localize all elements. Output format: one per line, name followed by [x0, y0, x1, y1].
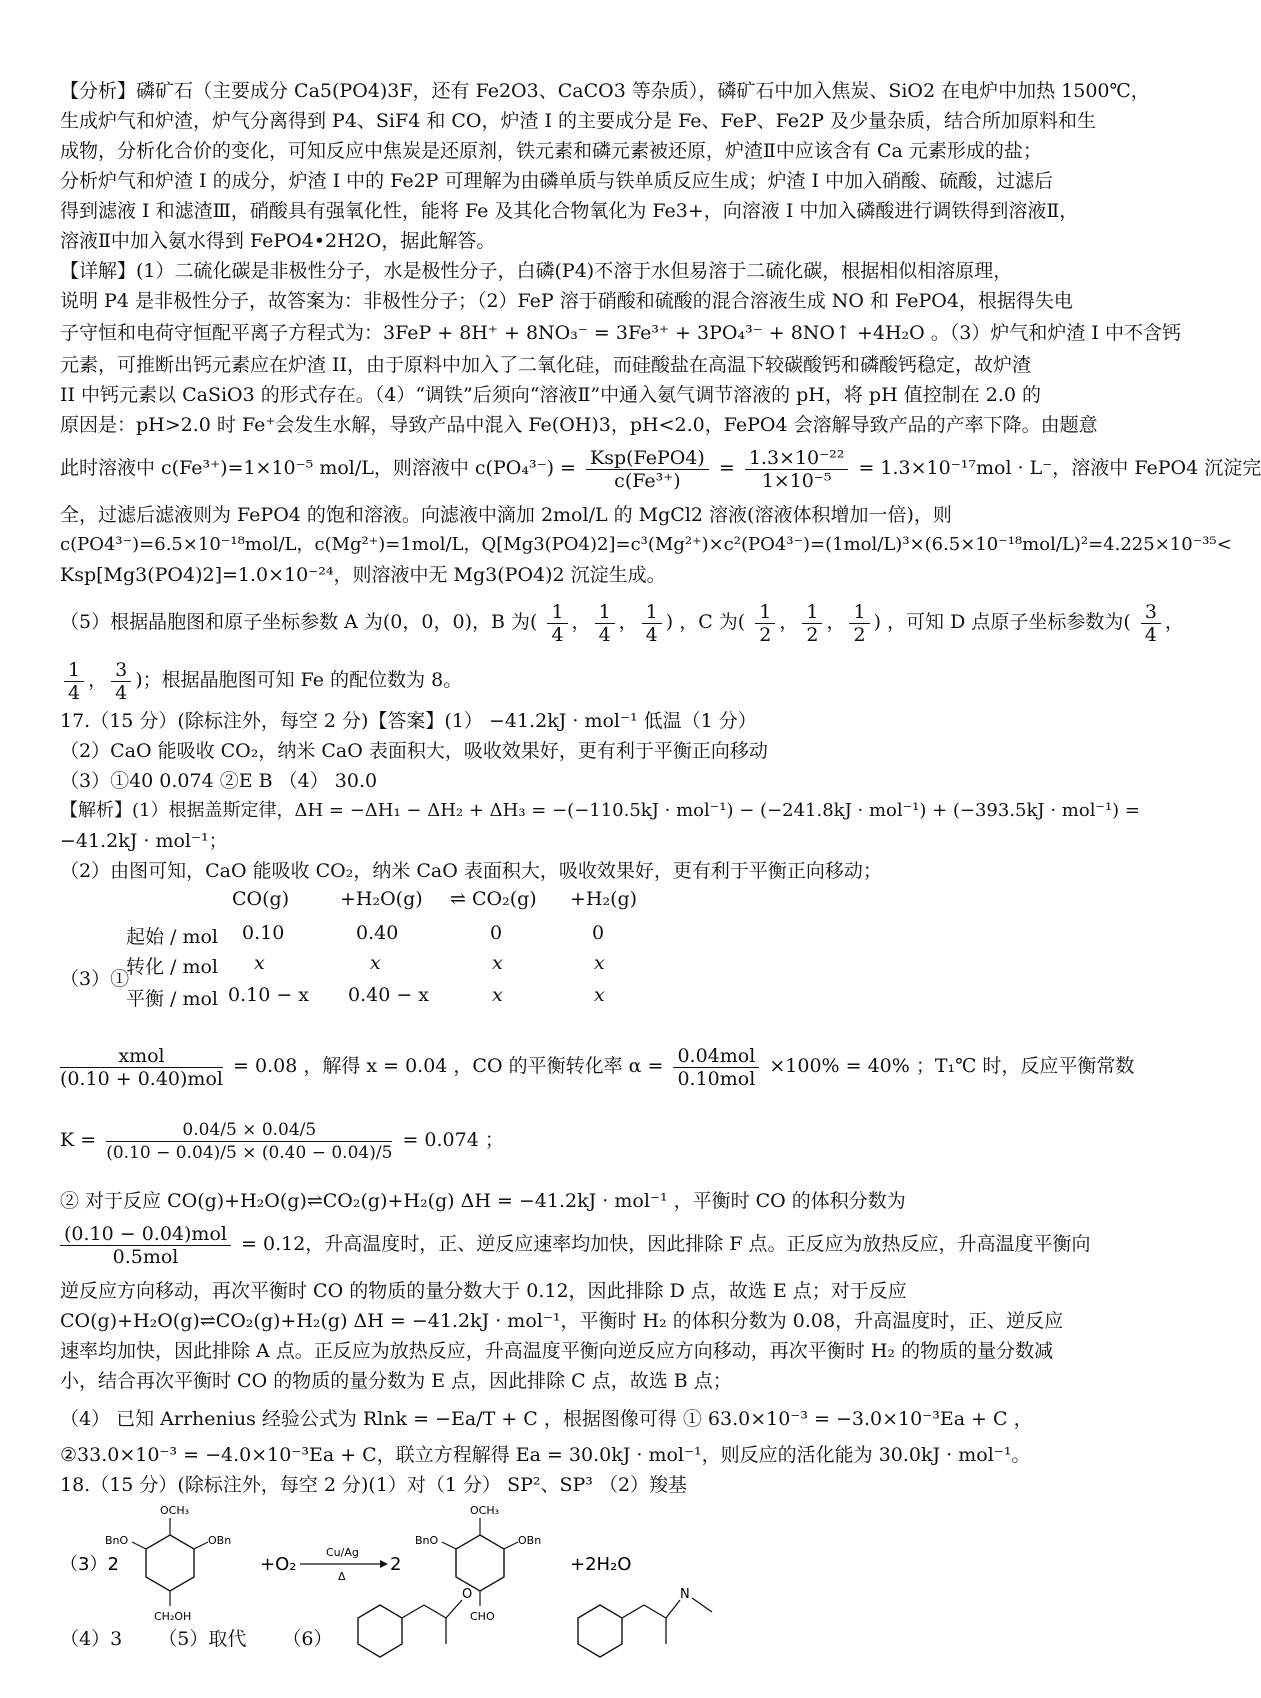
conversion-text-2: ×100% = 40% ；T₁℃ 时，反应平衡常数	[769, 1055, 1135, 1077]
product-right-label: OBn	[518, 1534, 542, 1547]
part2-line-5: 速率均加快，因此排除 A 点。正反应为放热反应，升高温度平衡向逆反应方向移动，再次平衡时 H₂ 的物质的量分数减	[60, 1340, 1054, 1362]
reactant-left-label: BnO	[105, 1534, 129, 1547]
analysis-line-1: 【分析】磷矿石（主要成分 Ca5(PO4)3F，还有 Fe2O3、CaCO3 等杂质），磷矿石中加入焦炭、SiO2 在电炉中加热 1500℃，	[60, 80, 1150, 102]
alpha-denominator: 0.10mol	[677, 1067, 756, 1090]
part2-text: = 0.12，升高温度时，正、逆反应速率均加快，因此排除 F 点。正反应为放热反应，升高温度平衡向	[241, 1233, 1091, 1255]
ice-cell: 0.40 − x	[348, 984, 430, 1006]
ksp-value-denominator: 1×10⁻⁵	[761, 469, 832, 492]
q17-answer: 17.（15 分）(除标注外，每空 2 分)【答案】(1） −41.2kJ · mol⁻¹ 低温（1 分）	[60, 710, 757, 732]
part2-line-3: 逆反应方向移动，再次平衡时 CO 的物质的量分数大于 0.12，因此排除 D 点，故选 E 点；对于反应	[60, 1280, 907, 1302]
coord-b-fraction: $\frac{1}{4}$	[595, 601, 615, 646]
reaction-label: （3）2	[60, 1554, 119, 1575]
frac-num: 3	[1141, 601, 1161, 624]
coord-d-fraction	[111, 659, 131, 704]
ice-row-name: 平衡 / mol	[126, 988, 219, 1010]
ice-cell: x	[594, 952, 605, 974]
frac-num: 1	[547, 601, 567, 624]
ksp-equation-line: 此时溶液中 c(Fe³⁺)=1×10⁻⁵ mol/L，则溶液中 c(PO₄³⁻) = $\frac{\text{Ksp(FePO4)}}{\text{c(Fe³⁺)}}$ = $\frac{\text{1.3×10⁻²²}}{\text{1×10⁻⁵}}$ = 1.3×10⁻¹⁷mol · L⁻，溶液中 FePO4 沉淀完	[60, 446, 1261, 492]
water-product: +2H₂O	[570, 1554, 632, 1575]
detail-line-2: 说明 P4 是非极性分子，故答案为：非极性分子；（2）FeP 溶于硝酸和硫酸的混合溶液生成 NO 和 FePO4，根据得失电	[60, 290, 1073, 312]
ksp-fraction-denominator: c(Fe³⁺)	[614, 469, 681, 492]
coord-mid: ，C 为(	[679, 611, 746, 633]
ice-cell: 0.40	[356, 922, 399, 944]
analysis-line-3: 成物，分析化合价的变化，可知反应中焦炭是还原剂，铁元素和磷元素被还原，炉渣Ⅱ中应该含有 Ca 元素形成的盐；	[60, 140, 1042, 162]
frac-num: 1	[64, 659, 84, 682]
detail2-line-2: c(PO4³⁻)=6.5×10⁻¹⁸mol/L，c(Mg²⁺)=1mol/L，Q[Mg3(PO4)2]=c³(Mg²⁺)×c²(PO4³⁻)=(1mol/L)³×(6.5×10⁻¹⁸mol/L)²=4.225×10⁻³⁵<	[60, 534, 1232, 555]
co-fraction	[60, 1223, 231, 1268]
q18-part4	[60, 1624, 360, 1654]
frac-den: 4	[68, 681, 81, 704]
q18-part4-answer: （4）3	[60, 1628, 123, 1650]
k-value: = 0.074 ；	[402, 1129, 504, 1151]
ice-cell: x	[594, 984, 605, 1006]
ice-header: +H₂(g)	[570, 888, 638, 910]
detail-line-5: II 中钙元素以 CaSiO3 的形式存在。（4）“调铁”后须向“溶液Ⅱ”中通入氨气调节溶液的 pH，将 pH 值控制在 2.0 的	[60, 384, 1041, 406]
product-left-label: BnO	[415, 1534, 439, 1547]
oxygen-reagent: +O₂	[260, 1554, 297, 1575]
coord-d-fraction	[1141, 601, 1161, 646]
detail-line-1: 【详解】(1）二硫化碳是非极性分子，水是极性分子，白磷(P4)不溶于水但易溶于二硫化碳，根据相似相溶原理，	[60, 260, 1013, 282]
q18-answer: 18.（15 分）(除标注外，每空 2 分)(1）对（1 分） SP²、SP³ （2）羧基	[60, 1474, 688, 1496]
heat-label: Δ	[338, 1570, 346, 1583]
conversion-line	[60, 1036, 1160, 1096]
arrhenius-line-1: （4） 已知 Arrhenius 经验公式为 Rlnk = −Ea/T + C ，根据图像可得 ① 63.0×10⁻³ = −3.0×10⁻³Ea + C ，	[60, 1408, 1033, 1430]
coord-c-fraction: $\frac{1}{2}$	[802, 601, 822, 646]
frac-num: 1	[755, 601, 775, 624]
coord-d-fraction	[64, 659, 84, 704]
frac-den: 4	[1144, 623, 1157, 646]
k-denominator: (0.10 − 0.04)/5 × (0.40 − 0.04)/5	[106, 1142, 393, 1163]
ksp-value-numerator: 1.3×10⁻²²	[745, 447, 849, 470]
part2-line-4: CO(g)+H₂O(g)⇌CO₂(g)+H₂(g) ΔH = −41.2kJ · mol⁻¹，平衡时 H₂ 的体积分数为 0.08，升高温度时，正、逆反应	[60, 1310, 1064, 1332]
ksp-fraction	[586, 447, 709, 492]
catalyst-label: Cu/Ag	[326, 1546, 359, 1559]
coord-end: ；根据晶胞图可知 Fe 的配位数为 8。	[142, 669, 463, 691]
q18-part5-answer: （5）取代	[158, 1628, 247, 1650]
coordinate-line-2: $\frac{1}{4}$ ， $\frac{3}{4}$ )；根据晶胞图可知 Fe 的配位数为 8。	[60, 652, 1160, 708]
reactant-bottom-label: CH₂OH	[154, 1610, 192, 1623]
reactant-methoxy-label: OCH₃	[160, 1504, 190, 1517]
detail2-line-3: Ksp[Mg3(PO4)2]=1.0×10⁻²⁴，则溶液中无 Mg3(PO4)2 沉淀生成。	[60, 564, 666, 586]
product-methoxy-label: OCH₃	[470, 1504, 500, 1517]
ksp-pre: 此时溶液中 c(Fe³⁺)=1×10⁻⁵ mol/L，则溶液中 c(PO₄³⁻) =	[60, 457, 576, 479]
part2-line-1: ② 对于反应 CO(g)+H₂O(g)⇌CO₂(g)+H₂(g) ΔH = −41.2kJ · mol⁻¹ ，平衡时 CO 的体积分数为	[60, 1190, 906, 1212]
mole-fraction-numerator: xmol	[60, 1045, 223, 1068]
analysis-line-5: 得到滤液 I 和滤渣Ⅲ，硝酸具有强氧化性，能将 Fe 及其化合物氧化为 Fe3+，向溶液 I 中加入磷酸进行调铁得到溶液Ⅱ，	[60, 200, 1079, 222]
ice-header: ⇌ CO₂(g)	[450, 888, 537, 910]
alpha-fraction	[673, 1045, 759, 1090]
ice-table	[60, 888, 1160, 1038]
frac-num: 3	[111, 659, 131, 682]
ice-cell: 0.10	[242, 922, 285, 944]
mole-fraction-denominator: (0.10 + 0.40)mol	[60, 1067, 223, 1090]
co-fraction-numerator: (0.10 − 0.04)mol	[60, 1223, 231, 1246]
detail2-line-1: 全，过滤后滤液则为 FePO4 的饱和溶液。向滤液中滴加 2mol/L 的 MgCl2 溶液(溶液体积增加一倍)，则	[60, 504, 952, 526]
q17-line-5: −41.2kJ · mol⁻¹；	[60, 830, 228, 852]
reactant-right-label: OBn	[208, 1534, 232, 1547]
coord-b-fraction: $\frac{1}{4}$	[642, 601, 662, 646]
ksp-post: = 1.3×10⁻¹⁷mol · L⁻，溶液中 FePO4 沉淀完	[858, 457, 1261, 479]
ksp-fraction-numerator: Ksp(FePO4)	[586, 447, 709, 470]
coord-c-fraction	[755, 601, 775, 646]
k-label: K =	[60, 1129, 97, 1151]
analysis-line-6: 溶液Ⅱ中加入氨水得到 FePO4•2H2O，据此解答。	[60, 230, 496, 252]
part6-structures	[350, 1560, 770, 1680]
detail-line-6: 原因是：pH>2.0 时 Fe⁺会发生水解，导致产品中混入 Fe(OH)3，pH<2.0，FePO4 会溶解导致产品的产率下降。由题意	[60, 414, 1098, 436]
ice-header: CO(g)	[232, 888, 290, 910]
ice-cell: x	[492, 952, 503, 974]
arrhenius-line-2: ②33.0×10⁻³ = −4.0×10⁻³Ea + C，联立方程解得 Ea = 30.0kJ · mol⁻¹，则反应的活化能为 30.0kJ · mol⁻¹。	[60, 1444, 1031, 1466]
ice-cell: 0.10 − x	[228, 984, 310, 1006]
q17-line-2: （2）CaO 能吸收 CO₂，纳米 CaO 表面积大，吸收效果好，更有利于平衡正向移动	[60, 740, 768, 762]
ice-cell: 0	[490, 922, 503, 944]
coord-c-fraction: $\frac{1}{2}$	[849, 601, 869, 646]
part2-line-6: 小，结合再次平衡时 CO 的物质的量分数为 E 点，因此排除 C 点，故选 B 点；	[60, 1370, 732, 1392]
q17-line-4: 【解析】(1）根据盖斯定律，ΔH = −ΔH₁ − ΔH₂ + ΔH₃ = −(−110.5kJ · mol⁻¹) − (−241.8kJ · mol⁻¹) + (−393.5kJ · mol⁻¹) =	[60, 800, 1140, 821]
q17-line-6: （2）由图可知，CaO 能吸收 CO₂，纳米 CaO 表面积大，吸收效果好，更有利于平衡正向移动；	[60, 860, 882, 882]
analysis-line-4: 分析炉气和炉渣 I 的成分，炉渣 I 中的 Fe2P 可理解为由磷单质与铁单质反应生成；炉渣 I 中加入硝酸、硫酸，过滤后	[60, 170, 1054, 192]
q18-part6-label: （6）	[282, 1628, 333, 1650]
ice-cell: x	[370, 952, 381, 974]
ice-header: +H₂O(g)	[340, 888, 423, 910]
detail-line-3: 子守恒和电荷守恒配平离子方程式为：3FeP + 8H⁺ + 8NO₃⁻ = 3Fe³⁺ + 3PO₄³⁻ + 8NO↑ +4H₂O 。（3）炉气和炉渣 I 中不含钙	[60, 322, 1181, 344]
q17-line-3: （3）①40 0.074 ②E B （4） 30.0	[60, 770, 378, 792]
conversion-text-1: = 0.08 ，解得 x = 0.04 ，CO 的平衡转化率 α =	[233, 1055, 664, 1077]
frac-den: 4	[551, 623, 564, 646]
ice-row-name: 起始 / mol	[126, 926, 219, 948]
ketone-structure	[358, 1587, 472, 1657]
product-coefficient: 2	[390, 1554, 402, 1575]
ice-label: （3）①	[60, 968, 130, 990]
k-fraction	[106, 1119, 392, 1164]
ice-cell: x	[254, 952, 265, 974]
mole-fraction	[60, 1045, 223, 1090]
imine-structure	[578, 1587, 712, 1657]
oxygen-label: O	[462, 1587, 473, 1602]
ksp-value-fraction	[745, 447, 849, 492]
coordinate-line: （5）根据晶胞图和原子坐标参数 A 为(0，0，0)，B 为( $\frac{1}{4}$ ， $\frac{1}{4}$ ， $\frac{1}{4}$ ) ，C 为( $\frac{1}{2}$ ， $\frac{1}{2}$ ， $\frac{1}{2}$ ) ，可知 D 点原子坐标参数为( $\frac{3}{4}$ ，	[60, 600, 1184, 646]
analysis-line-2: 生成炉气和炉渣，炉气分离得到 P4、SiF4 和 CO，炉渣 I 的主要成分是 Fe、FeP、Fe2P 及少量杂质，结合所加原料和生	[60, 110, 1096, 132]
ice-cell: 0	[592, 922, 605, 944]
detail-line-4: 元素，可推断出钙元素应在炉渣 II，由于原料中加入了二氧化硅，而硅酸盐在高温下较碳酸钙和磷酸钙稳定，故炉渣	[60, 354, 1032, 376]
co-fraction-denominator: 0.5mol	[112, 1245, 179, 1268]
frac-den: 4	[115, 681, 128, 704]
alpha-numerator: 0.04mol	[673, 1045, 759, 1068]
k-numerator: 0.04/5 × 0.04/5	[106, 1119, 392, 1142]
nitrogen-label: N	[680, 1587, 690, 1602]
ice-cell: x	[492, 984, 503, 1006]
part2-line-2	[60, 1216, 1160, 1272]
coord-pre: （5）根据晶胞图和原子坐标参数 A 为(0，0，0)，B 为(	[60, 611, 538, 633]
coord-b-fraction	[547, 601, 567, 646]
coord-post: ，可知 D 点原子坐标参数为(	[887, 611, 1131, 633]
product-bottom-label: CHO	[470, 1610, 495, 1623]
frac-den: 2	[759, 623, 772, 646]
k-line	[60, 1102, 1160, 1178]
ice-row-name: 转化 / mol	[126, 956, 219, 978]
reactant-molecule	[105, 1504, 231, 1623]
